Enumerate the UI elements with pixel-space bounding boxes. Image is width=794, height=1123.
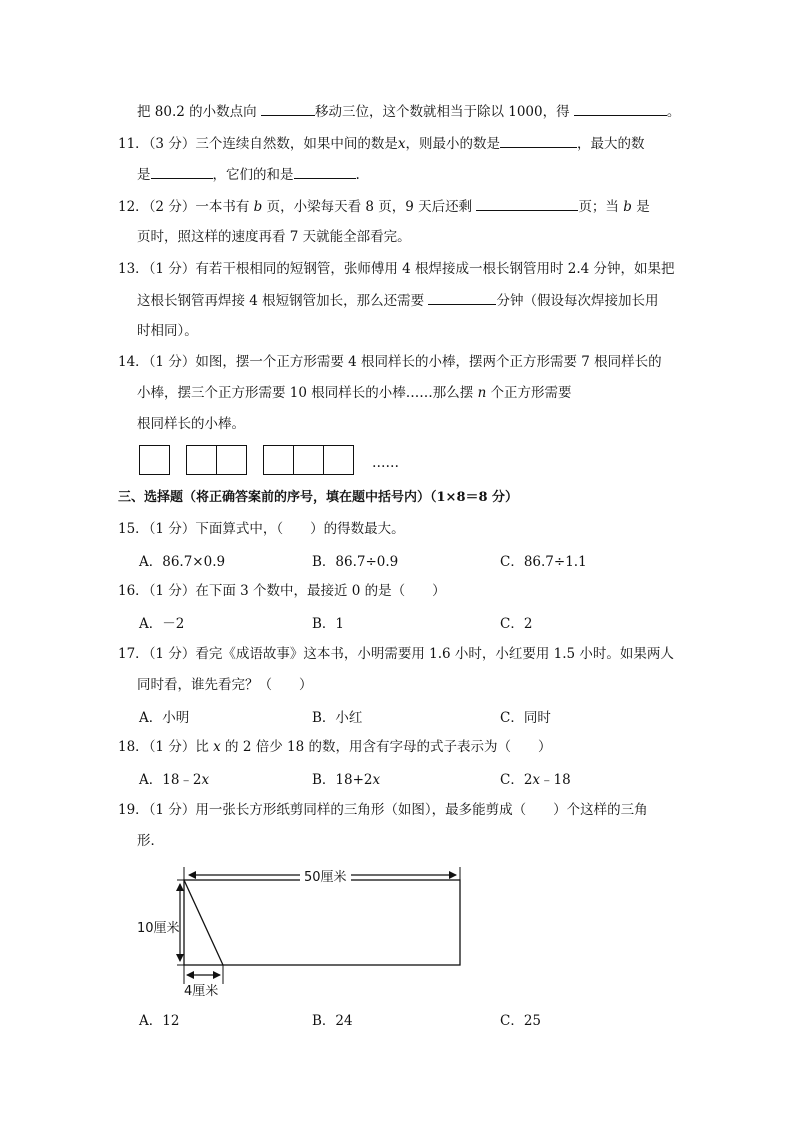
q12-line-1: 12．（2 分）一本书有 b 页，小梁每天看 8 页，9 天后还剩 页；当 b 是 [118, 196, 650, 217]
q13-line-1: 13．（1 分）有若干根相同的短钢管，张师傅用 4 根焊接成一根长钢管用时 2.4 分钟，如果把 [118, 261, 675, 277]
option-a[interactable]: A．18﹣2x [139, 772, 210, 788]
q14-line-3: 根同样长的小棒。 [137, 416, 245, 432]
q12-line-2: 页时，照这样的速度再看 7 天就能全部看完。 [137, 229, 411, 245]
width-label: 50厘米 [300, 866, 351, 885]
paper-rectangle [184, 880, 460, 965]
q15-line: 15．（1 分）下面算式中，（ ）的得数最大。 [118, 521, 405, 537]
option-b[interactable]: B．86.7÷0.9 [312, 554, 399, 570]
q19-line-2: 形． [137, 833, 164, 849]
q13-line-3: 时相同）。 [137, 323, 198, 339]
q17-line-2: 同时看，谁先看完？（ ） [137, 677, 313, 693]
q14-line-2: 小棒，摆三个正方形需要 10 根同样长的小棒……那么摆 n 个正方形需要 [137, 385, 572, 401]
q19-line-1: 19．（1 分）用一张长方形纸剪同样的三角形（如图），最多能剪成（ ）个这样的三角 [118, 802, 648, 818]
option-b[interactable]: B．18+2x [312, 772, 381, 788]
option-c[interactable]: C．2x﹣18 [500, 772, 571, 788]
option-c[interactable]: C．同时 [500, 710, 551, 726]
option-c[interactable]: C．2 [500, 616, 533, 632]
option-c[interactable]: C．25 [500, 1013, 542, 1029]
option-b[interactable]: B．1 [312, 616, 345, 632]
option-a[interactable]: A．86.7×0.9 [139, 554, 226, 570]
ellipsis: …… [372, 455, 399, 471]
base-label: 4厘米 [184, 984, 219, 999]
option-b[interactable]: B．24 [312, 1013, 353, 1029]
height-label: 10厘米 [137, 921, 180, 936]
option-c[interactable]: C．86.7÷1.1 [500, 554, 587, 570]
option-a[interactable]: A．小明 [139, 710, 190, 726]
triangle-cut-line [184, 880, 223, 965]
option-b[interactable]: B．小红 [312, 710, 363, 726]
q14-line-1: 14．（1 分）如图，摆一个正方形需要 4 根同样长的小棒，摆两个正方形需要 7 根同样长的 [118, 354, 662, 370]
section-heading: 三、选择题（将正确答案前的序号，填在题中括号内）（1×8＝8 分） [118, 490, 519, 505]
q13-line-2: 这根长钢管再焊接 4 根短钢管加长，那么还需要 分钟（假设每次焊接加长用 [137, 290, 658, 311]
q11-line-2: 是 ，它们的和是 . [137, 164, 360, 185]
q16-line: 16．（1 分）在下面 3 个数中，最接近 0 的是（ ） [118, 583, 446, 599]
option-a[interactable]: A．12 [139, 1013, 180, 1029]
q10-line: 把 80.2 的小数点向 移动三位，这个数就相当于除以 1000，得 。 [137, 101, 680, 122]
option-a[interactable]: A．－2 [139, 616, 185, 632]
q17-line-1: 17．（1 分）看完《成语故事》这本书，小明需要用 1.6 小时，小红要用 1.5 小时。如果两人 [118, 646, 674, 662]
q18-line: 18．（1 分）比 x 的 2 倍少 18 的数，用含有字母的式子表示为（ ） [118, 739, 552, 755]
q11-line-1: 11．（3 分）三个连续自然数，如果中间的数是x，则最小的数是 ，最大的数 [118, 133, 644, 154]
